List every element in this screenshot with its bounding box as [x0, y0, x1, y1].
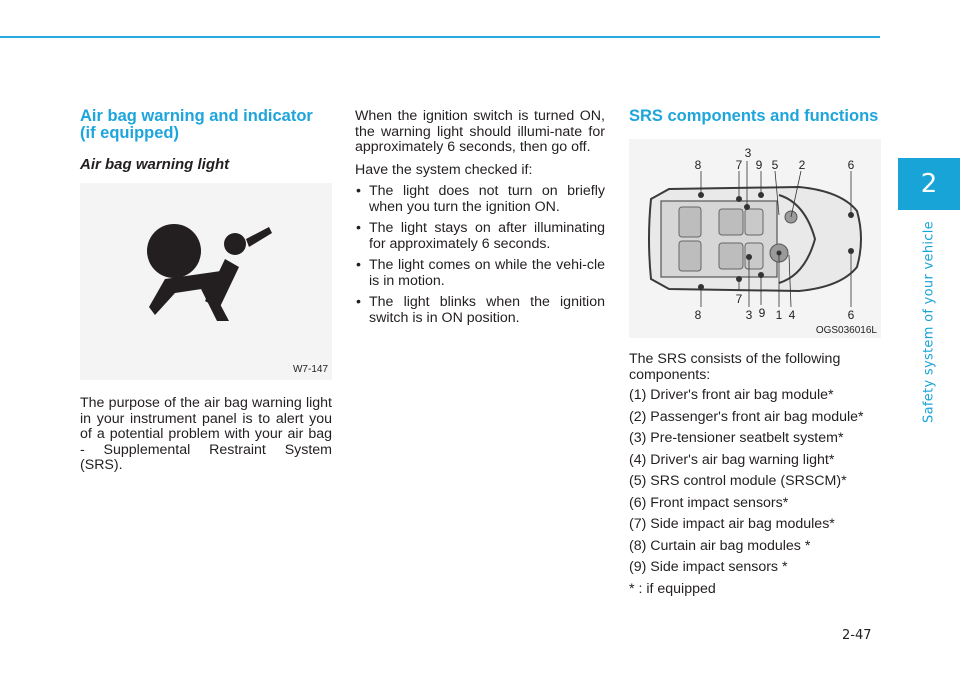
diagram-label: 2	[798, 158, 806, 172]
list-item: (1) Driver's front air bag module*	[629, 387, 834, 403]
list-item: (7) Side impact air bag modules*	[629, 516, 835, 532]
component-list	[629, 388, 881, 597]
section-heading-line1: Air bag warning and indicator	[80, 107, 313, 125]
check-list	[355, 184, 605, 326]
body-text: The purpose of the air bag warning light in your instrument panel is to alert you of a potential problem with your air bag - Supplemental Restraint System (SRS).	[80, 395, 332, 473]
diagram-label: 9	[758, 306, 766, 320]
subheading: Air bag warning light	[80, 156, 230, 173]
list-item: * : if equipped	[629, 580, 716, 597]
diagram-label: 1	[775, 308, 783, 322]
diagram-label: 4	[788, 308, 796, 322]
column-middle	[355, 109, 605, 332]
section-heading	[80, 108, 332, 142]
srs-components-figure	[629, 139, 881, 338]
section-heading-line2: (if equipped)	[80, 124, 179, 142]
column-right	[629, 108, 881, 603]
list-item: (2) Passenger's front air bag module*	[629, 408, 864, 425]
list-item: (3) Pre-tensioner seatbelt system*	[629, 430, 844, 446]
figure-code: W7-147	[292, 364, 328, 375]
chapter-number: 2	[920, 169, 938, 199]
diagram-label: 7	[735, 292, 743, 306]
chapter-title: Safety system of your vehicle	[921, 221, 937, 423]
airbag-warning-figure	[80, 183, 332, 380]
diagram-label: 5	[771, 158, 779, 172]
diagram-label: 9	[755, 158, 763, 172]
diagram-label: 6	[847, 308, 855, 322]
diagram-label: 7	[735, 158, 743, 172]
list-item: • The light does not turn on briefly when you turn the ignition ON.	[355, 184, 605, 215]
list-item: • The light blinks when the ignition switch is in ON position.	[355, 295, 605, 326]
diagram-label: 8	[694, 158, 702, 172]
list-item: (9) Side impact sensors *	[629, 559, 788, 575]
list-item: • The light stays on after illuminating for approximately 6 seconds.	[355, 221, 605, 252]
list-item: (8) Curtain air bag modules *	[629, 537, 811, 554]
diagram-label: 3	[744, 146, 752, 160]
page-number: 2-47	[842, 628, 872, 643]
list-item: • The light comes on while the vehi-cle is in motion.	[355, 258, 605, 289]
check-paragraph: Have the system checked if:	[355, 161, 533, 178]
diagram-label: 8	[694, 308, 702, 322]
list-item: (4) Driver's air bag warning light*	[629, 451, 835, 468]
diagram-label: 3	[745, 308, 753, 322]
car-topview-diagram	[629, 139, 881, 338]
airbag-warning-light-icon	[145, 221, 275, 321]
column-left	[80, 108, 332, 474]
srs-intro: The SRS consists of the following components:	[629, 351, 841, 383]
diagram-label: 6	[847, 158, 855, 172]
header-rule	[0, 36, 880, 38]
list-item: (5) SRS control module (SRSCM)*	[629, 473, 847, 489]
ignition-paragraph: When the ignition switch is turned ON, the warning light should illumi-nate for approximately 6 seconds, then go off.	[355, 108, 605, 155]
list-item: (6) Front impact sensors*	[629, 494, 789, 511]
figure-code: OGS036016L	[815, 325, 877, 336]
srs-heading: SRS components and functions	[629, 107, 879, 125]
chapter-tab[interactable]	[898, 158, 960, 210]
